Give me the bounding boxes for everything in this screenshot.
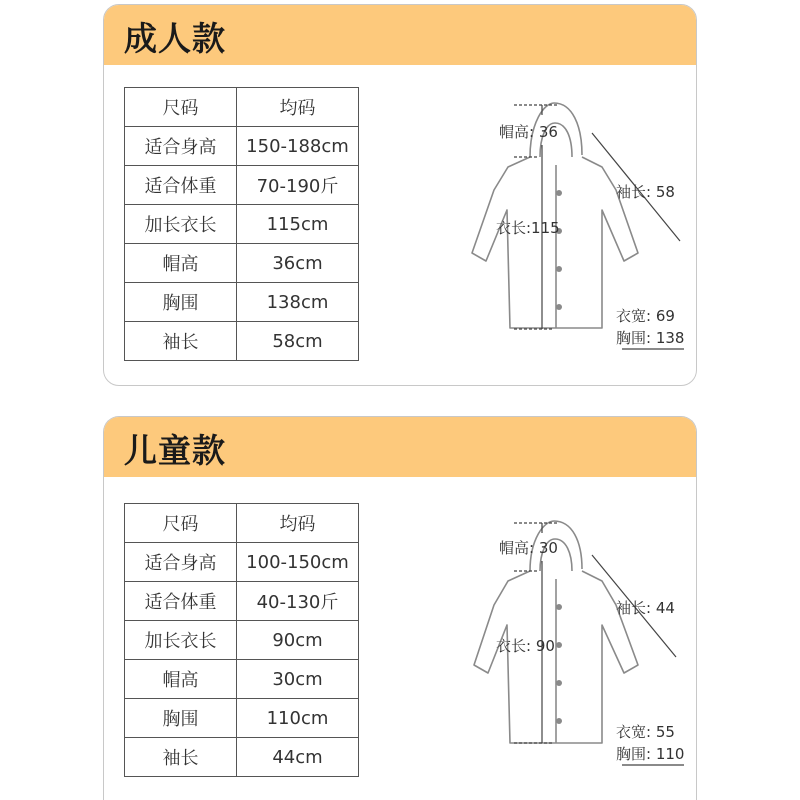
row-label: 适合身高	[125, 543, 237, 582]
row-value: 58cm	[237, 322, 359, 361]
table-row	[125, 127, 359, 166]
adult-header	[104, 5, 696, 65]
adult-size-table	[124, 87, 359, 361]
row-label: 胸围	[125, 283, 237, 322]
adult-size-card	[103, 4, 697, 386]
table-row	[125, 738, 359, 777]
row-value: 40-130斤	[237, 582, 359, 621]
width-label: 衣宽: 55	[616, 723, 675, 741]
width-label: 衣宽: 69	[616, 307, 675, 325]
table-row	[125, 621, 359, 660]
row-label: 袖长	[125, 738, 237, 777]
row-label: 帽高	[125, 660, 237, 699]
row-value: 100-150cm	[237, 543, 359, 582]
row-value: 115cm	[237, 205, 359, 244]
row-label: 适合身高	[125, 127, 237, 166]
raincoat-buttons	[556, 604, 562, 724]
child-raincoat-diagram	[394, 497, 684, 787]
table-row	[125, 582, 359, 621]
row-value: 90cm	[237, 621, 359, 660]
sleeve-length-label: 袖长: 58	[616, 183, 675, 201]
table-row	[125, 660, 359, 699]
row-label: 加长衣长	[125, 205, 237, 244]
child-size-table	[124, 503, 359, 777]
row-label: 袖长	[125, 322, 237, 361]
table-header-cell: 均码	[237, 88, 359, 127]
hood-height-label: 帽高: 36	[499, 123, 558, 141]
table-row	[125, 322, 359, 361]
table-row	[125, 205, 359, 244]
table-header-cell: 尺码	[125, 88, 237, 127]
table-row	[125, 244, 359, 283]
row-value: 138cm	[237, 283, 359, 322]
table-row	[125, 543, 359, 582]
row-label: 加长衣长	[125, 621, 237, 660]
row-label: 适合体重	[125, 166, 237, 205]
chest-label: 胸围: 110	[616, 745, 684, 763]
row-label: 胸围	[125, 699, 237, 738]
row-label: 帽高	[125, 244, 237, 283]
hood-height-label: 帽高: 30	[499, 539, 558, 557]
child-header	[104, 417, 696, 477]
row-value: 150-188cm	[237, 127, 359, 166]
row-label: 适合体重	[125, 582, 237, 621]
row-value: 44cm	[237, 738, 359, 777]
length-label: 衣长: 90	[496, 637, 555, 655]
child-title: 儿童款	[124, 431, 226, 470]
table-row	[125, 166, 359, 205]
sleeve-length-label: 袖长: 44	[616, 599, 675, 617]
table-row	[125, 699, 359, 738]
chest-label: 胸围: 138	[616, 329, 684, 347]
length-label: 衣长:115	[496, 219, 560, 237]
child-size-card	[103, 416, 697, 800]
table-header-cell: 尺码	[125, 504, 237, 543]
row-value: 70-190斤	[237, 166, 359, 205]
adult-title: 成人款	[124, 19, 226, 58]
table-header-cell: 均码	[237, 504, 359, 543]
row-value: 36cm	[237, 244, 359, 283]
row-value: 110cm	[237, 699, 359, 738]
table-row	[125, 283, 359, 322]
adult-raincoat-diagram	[394, 85, 684, 375]
row-value: 30cm	[237, 660, 359, 699]
table-header-row	[125, 88, 359, 127]
raincoat-buttons	[556, 190, 562, 310]
table-header-row	[125, 504, 359, 543]
